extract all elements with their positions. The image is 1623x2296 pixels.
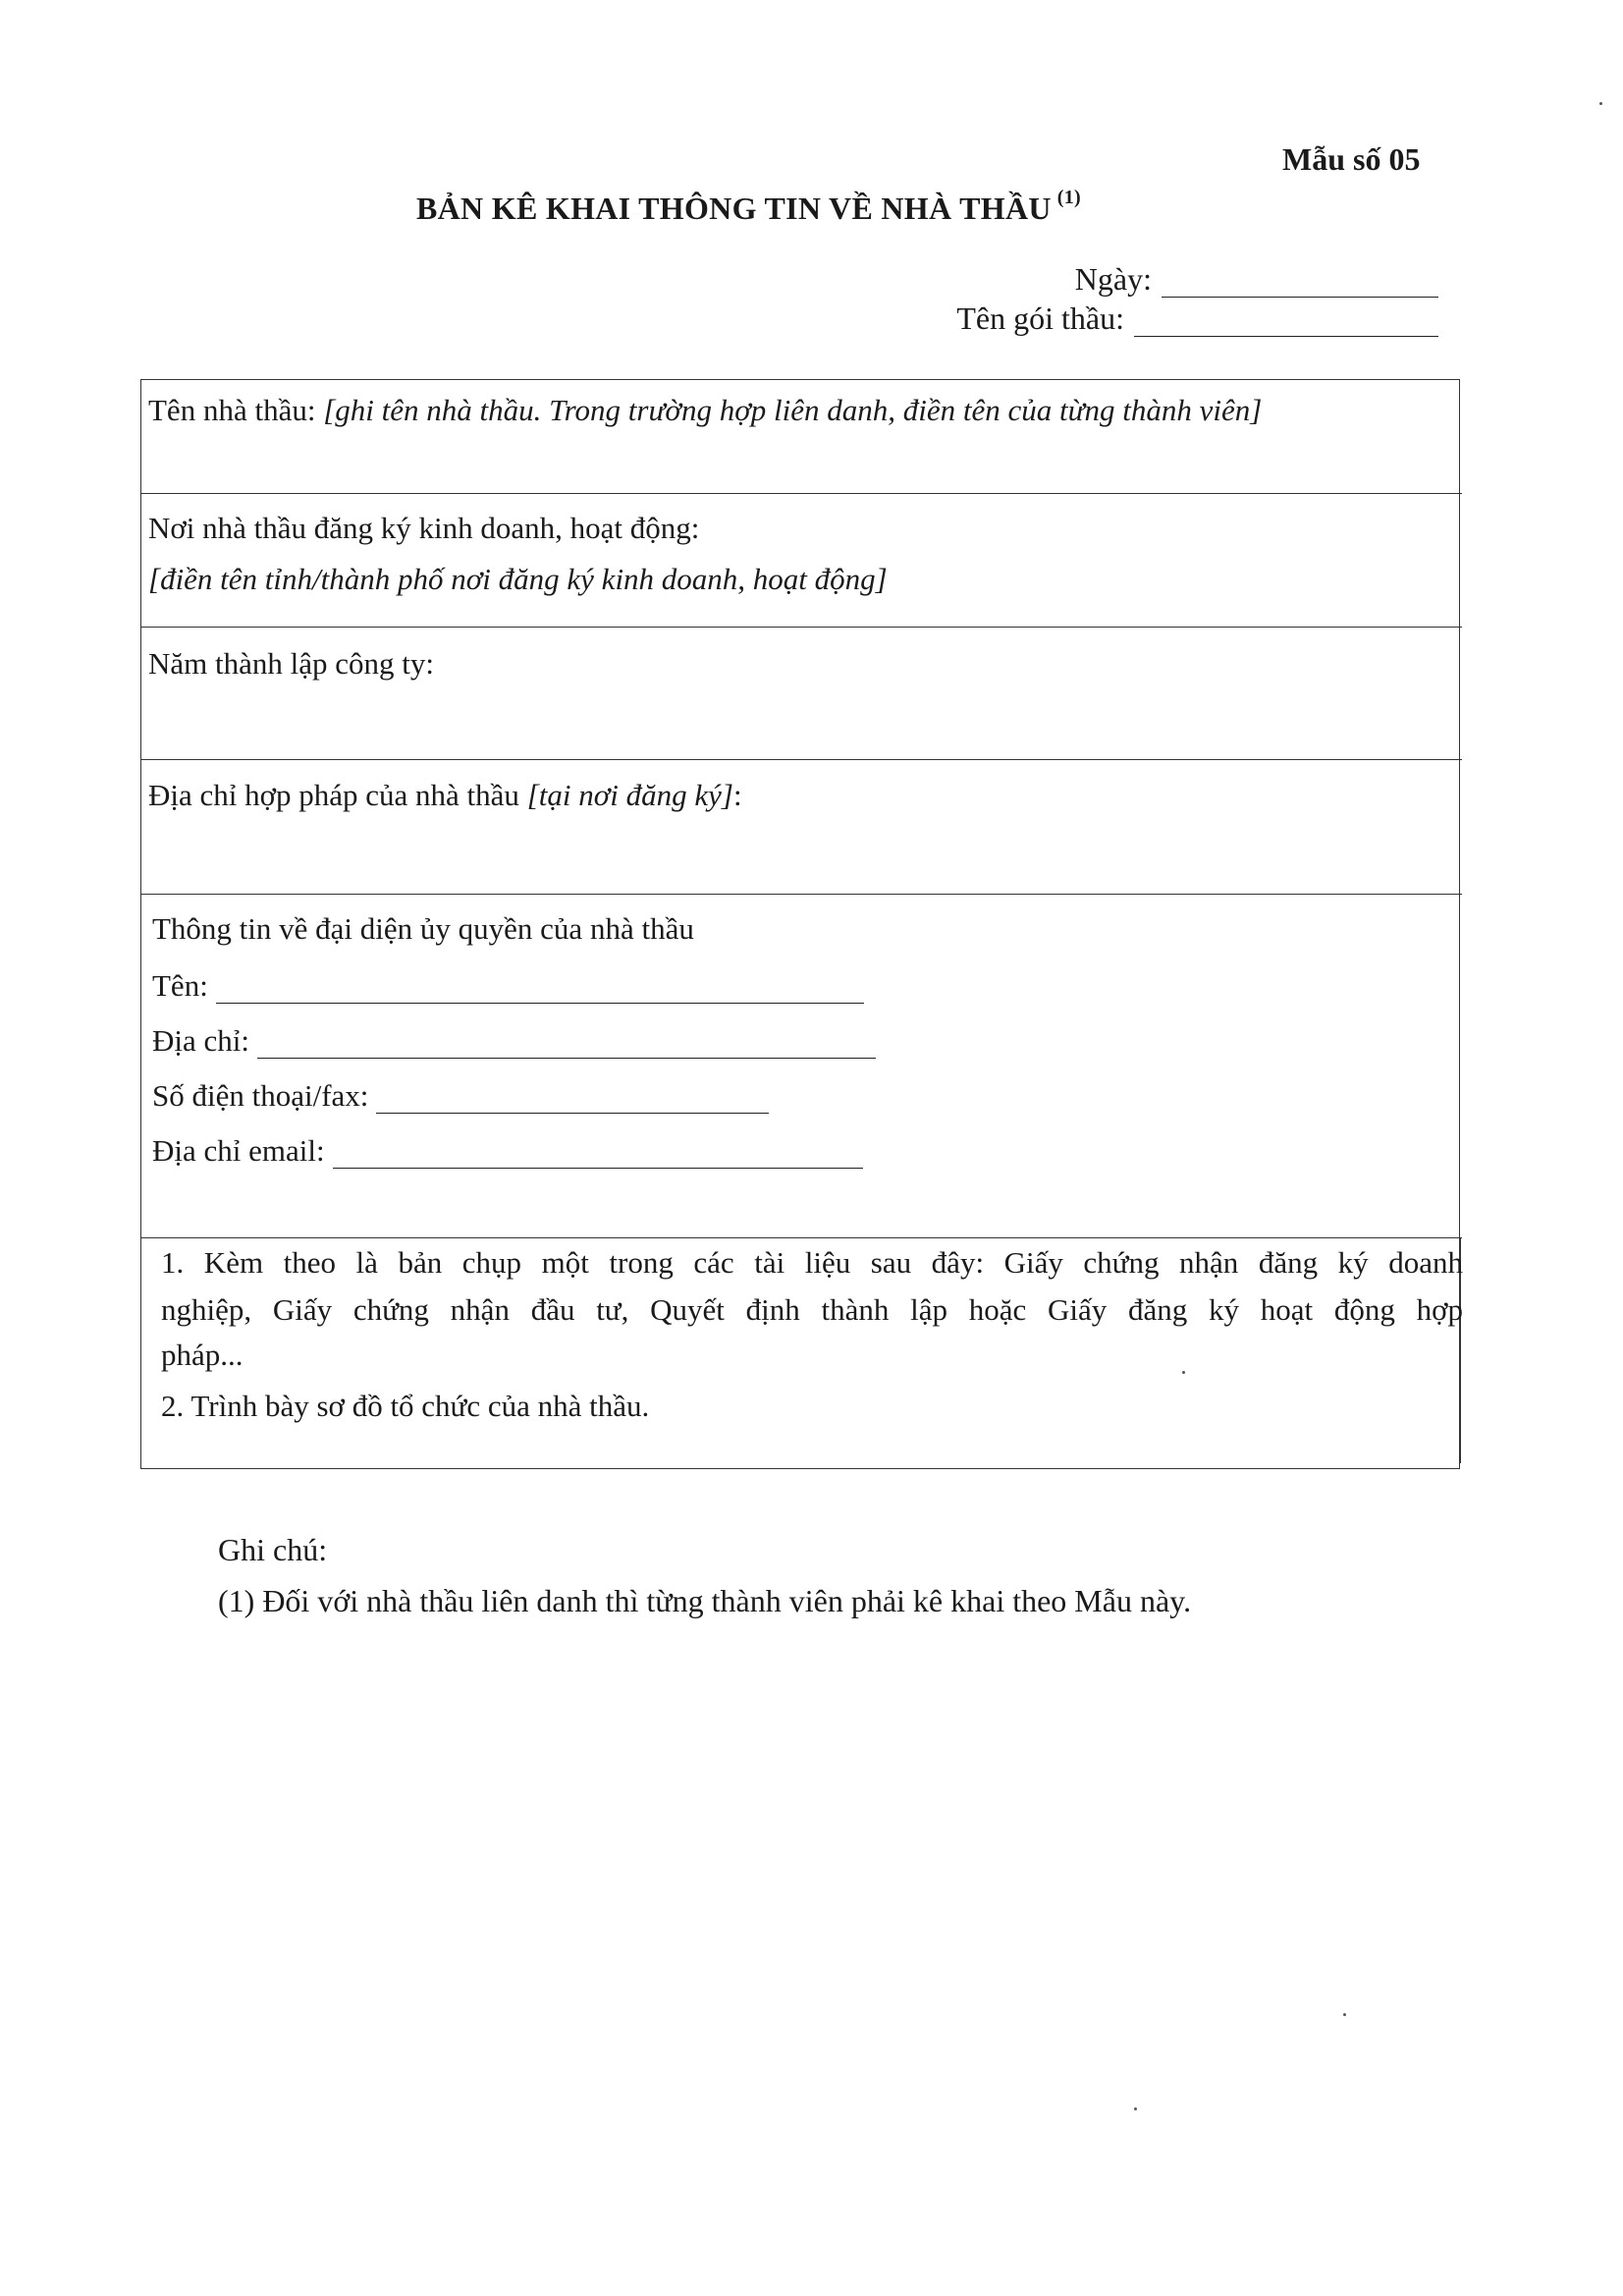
rep-address-label: Địa chỉ: — [152, 1023, 249, 1058]
rep-email-field[interactable] — [152, 1133, 863, 1169]
table-divider — [140, 759, 1462, 760]
table-divider — [140, 627, 1462, 628]
legal-address-row — [148, 778, 742, 813]
rep-address-blank[interactable] — [257, 1030, 876, 1059]
scan-speck — [1599, 102, 1602, 105]
rep-email-blank[interactable] — [333, 1140, 863, 1169]
rep-name-field[interactable] — [152, 968, 864, 1004]
scan-speck — [1134, 2107, 1137, 2110]
package-name-blank[interactable] — [1134, 306, 1438, 337]
scan-speck — [1182, 1371, 1185, 1374]
rep-phone-label: Số điện thoại/fax: — [152, 1078, 369, 1113]
table-divider — [140, 1237, 1462, 1238]
package-name-label: Tên gói thầu: — [956, 301, 1124, 336]
rep-address-field[interactable] — [152, 1023, 876, 1059]
rep-name-label: Tên: — [152, 968, 208, 1003]
rep-email-label: Địa chỉ email: — [152, 1133, 325, 1168]
rep-phone-field[interactable] — [152, 1078, 769, 1114]
date-blank[interactable] — [1162, 267, 1438, 298]
table-divider — [140, 894, 1462, 895]
attachment-item-1-line-1: 1. Kèm theo là bản chụp một trong các tài liệu sau đây: Giấy chứng nhận đăng ký doanh — [161, 1245, 1463, 1280]
legal-address-label: Địa chỉ hợp pháp của nhà thầu — [148, 778, 519, 812]
date-field[interactable] — [1075, 261, 1438, 298]
notes-title: Ghi chú: — [218, 1532, 328, 1567]
table-divider — [140, 493, 1462, 494]
founded-year-label: Năm thành lập công ty: — [148, 646, 434, 681]
title-footnote-marker: (1) — [1056, 187, 1082, 209]
legal-address-hint: [tại nơi đăng ký] — [526, 778, 733, 812]
date-label: Ngày: — [1074, 261, 1152, 297]
registration-hint-text: [điền tên tỉnh/thành phố nơi đăng ký kinh doanh, hoạt động] — [148, 562, 888, 596]
package-name-field[interactable] — [956, 301, 1438, 337]
contractor-name-label: Tên nhà thầu: — [148, 393, 316, 427]
representative-section-label: Thông tin về đại diện ủy quyền của nhà thầu — [152, 911, 694, 946]
registration-hint — [148, 562, 888, 597]
attachment-item-1-line-2: nghiệp, Giấy chứng nhận đầu tư, Quyết định thành lập hoặc Giấy đăng ký hoạt động hợp — [161, 1292, 1463, 1327]
document-title — [416, 187, 1082, 227]
contractor-name-hint: [ghi tên nhà thầu. Trong trường hợp liên danh, điền tên của từng thành viên] — [323, 393, 1263, 427]
document-title-text: BẢN KÊ KHAI THÔNG TIN VỀ NHÀ THẦU — [416, 191, 1052, 226]
rep-phone-blank[interactable] — [376, 1085, 769, 1114]
registration-label: Nơi nhà thầu đăng ký kinh doanh, hoạt động: — [148, 511, 700, 545]
attachment-item-1-line-3: pháp... — [161, 1338, 243, 1372]
attachment-item-2: 2. Trình bày sơ đồ tổ chức của nhà thầu. — [161, 1389, 650, 1423]
note-1: (1) Đối với nhà thầu liên danh thì từng thành viên phải kê khai theo Mẫu này. — [218, 1583, 1192, 1618]
scan-speck — [1343, 2013, 1346, 2016]
rep-name-blank[interactable] — [216, 975, 864, 1004]
contractor-name-row — [148, 393, 1262, 428]
form-code: Mẫu số 05 — [1282, 141, 1421, 177]
legal-address-colon: : — [732, 778, 742, 812]
